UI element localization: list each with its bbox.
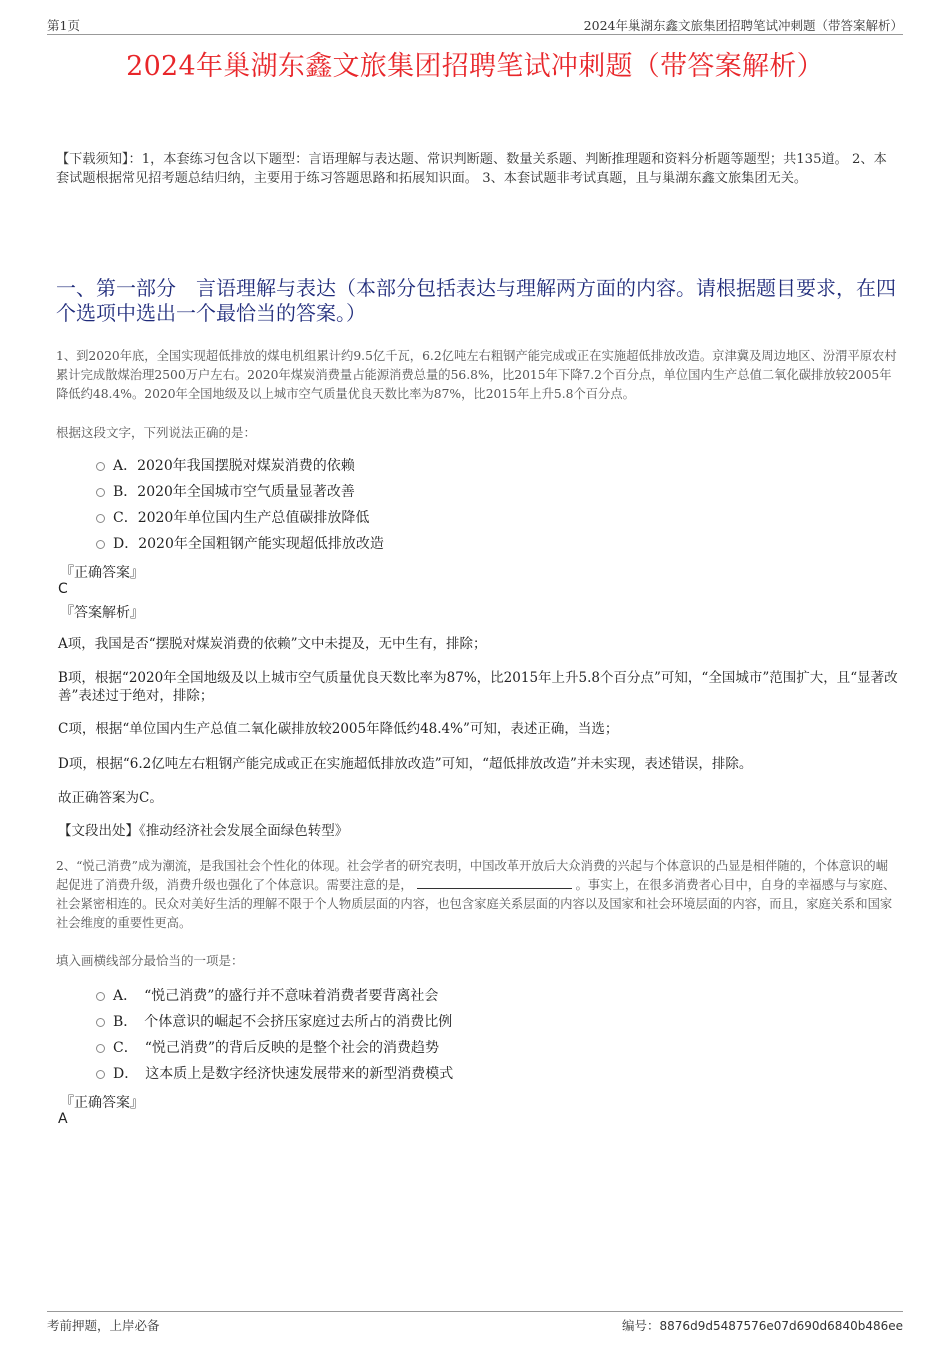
option-label: A．2020年我国摆脱对煤炭消费的依赖 [113, 458, 355, 474]
header-doc-title: 2024年巢湖东鑫文旅集团招聘笔试冲刺题（带答案解析） [583, 18, 903, 33]
question-2-option-b[interactable] [96, 1011, 452, 1031]
question-1-option-c[interactable] [96, 507, 369, 527]
option-label: C．2020年单位国内生产总值碳排放降低 [113, 510, 370, 526]
question-2-text-before: 2、“悦己消费”成为潮流，是我国社会个性化的体现。社会学者的研究表明，中国改革开放后大众消费的兴起与个体意识的凸显是相伴随的，个体意识的崛起促进了消费升级，消费升级也强化了个体意识。需要注意的是， [56, 859, 888, 892]
question-1-text: 1、到2020年底，全国实现超低排放的煤电机组累计约9.5亿千瓦，6.2亿吨左右粗钢产能完成或正在实施超低排放改造。京津冀及周边地区、汾渭平原农村累计完成散煤治理2500万户左右。2020年煤炭消费量占能源消费总量的56.8%，比2015年下降7.2个百分点，单位国内生产总值二氧化碳排放较2005年降低约48.4%。2020年全国地级及以上城市空气质量优良天数比率为87%，比2015年上升5.8个百分点。 [56, 349, 897, 401]
option-label: B．2020年全国城市空气质量显著改善 [113, 484, 355, 500]
analysis-line-b: B项，根据“2020年全国地级及以上城市空气质量优良天数比率为87%，比2015年上升5.8个百分点”可知，“全国城市”范围扩大，且“显著改善”表述过于绝对，排除； [58, 670, 898, 704]
fill-in-blank [417, 876, 572, 889]
analysis-line-a: A项，我国是否“摆脱对煤炭消费的依赖”文中未提及，无中生有，排除； [58, 636, 487, 652]
radio-icon[interactable] [96, 488, 105, 497]
analysis-conclusion: 故正确答案为C。 [58, 790, 163, 806]
footer-slogan: 考前押题，上岸必备 [47, 1318, 160, 1333]
option-label: C． “悦己消费”的背后反映的是整个社会的消费趋势 [113, 1040, 440, 1056]
question-1-option-d[interactable] [96, 533, 384, 553]
question-2-option-d[interactable] [96, 1063, 453, 1083]
question-1-answer-label: 『正确答案』 [60, 565, 144, 581]
footer-code-wrap [622, 1316, 903, 1334]
analysis-line-d: D项，根据“6.2亿吨左右粗钢产能完成或正在实施超低排放改造”可知，“超低排放改造”并未实现，表述错误，排除。 [58, 756, 753, 772]
page-footer [47, 1311, 903, 1336]
question-2-text [56, 857, 898, 933]
radio-icon[interactable] [96, 1070, 105, 1079]
radio-icon[interactable] [96, 462, 105, 471]
question-2-text-after: 。事实上，在很多消费者心目中，自身的幸福感与与家庭、社会紧密相连的。民众对美好生活的理解不限于个人物质层面的内容，也包含家庭关系层面的内容以及国家和社会环境层面的内容，而且，家庭关系和国家社会维度的重要性更高。 [56, 878, 896, 930]
question-1-option-b[interactable] [96, 481, 355, 501]
radio-icon[interactable] [96, 1018, 105, 1027]
question-1-answer: C [58, 581, 68, 597]
radio-icon[interactable] [96, 540, 105, 549]
question-2-prompt: 填入画横线部分最恰当的一项是： [56, 953, 244, 968]
option-label: B． 个体意识的崛起不会挤压家庭过去所占的消费比例 [113, 1014, 453, 1030]
download-notice: 【下载须知】：1，本套练习包含以下题型：言语理解与表达题、常识判断题、数量关系题、判断推理题和资料分析题等题型；共135道。 2、本套试题根据常见招考题总结归纳，主要用于练习答题思路和拓展知识面。 3、本套试题非考试真题，且与巢湖东鑫文旅集团无关。 [56, 152, 887, 186]
analysis-line-c: C项，根据“单位国内生产总值二氧化碳排放较2005年降低约48.4%”可知，表述正确，当选； [58, 721, 619, 737]
radio-icon[interactable] [96, 1044, 105, 1053]
option-label: D． 这本质上是数字经济快速发展带来的新型消费模式 [113, 1066, 454, 1082]
document-title: 2024年巢湖东鑫文旅集团招聘笔试冲刺题（带答案解析） [126, 51, 824, 82]
footer-code: 8876d9d5487576e07d690d6840b486ee [659, 1319, 903, 1333]
option-label: D．2020年全国粗钢产能实现超低排放改造 [113, 536, 384, 552]
question-1-source: 【文段出处】《推动经济社会发展全面绿色转型》 [58, 823, 349, 839]
question-2-option-c[interactable] [96, 1037, 439, 1057]
page-header [47, 14, 903, 35]
question-1-option-a[interactable] [96, 455, 355, 475]
question-2-answer-label: 『正确答案』 [60, 1095, 144, 1111]
footer-code-label: 编号： [622, 1318, 660, 1333]
question-2-answer: A [58, 1111, 68, 1127]
question-2-option-a[interactable] [96, 985, 438, 1005]
option-label: A． “悦己消费”的盛行并不意味着消费者要背离社会 [113, 988, 439, 1004]
page-number: 第1页 [47, 18, 80, 33]
section-heading: 一、第一部分 言语理解与表达（本部分包括表达与理解两方面的内容。请根据题目要求，在四个选项中选出一个最恰当的答案。） [56, 276, 896, 325]
radio-icon[interactable] [96, 992, 105, 1001]
question-1-analysis-label: 『答案解析』 [60, 605, 144, 621]
question-1-prompt: 根据这段文字，下列说法正确的是： [56, 425, 257, 440]
radio-icon[interactable] [96, 514, 105, 523]
